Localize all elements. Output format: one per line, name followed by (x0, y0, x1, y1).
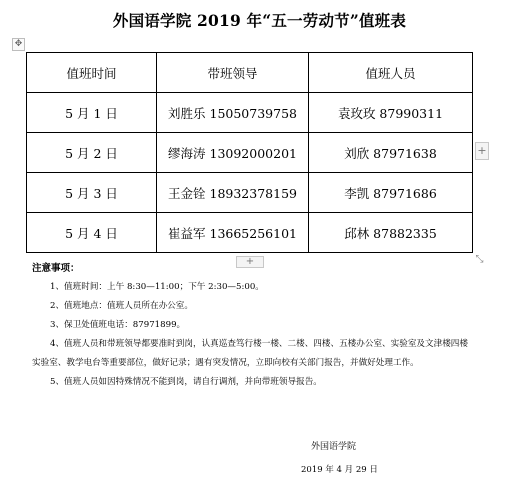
table-cell-leader[interactable]: 缪海涛 13092000201 (157, 133, 309, 173)
header-cell-time[interactable]: 值班时间 (27, 53, 157, 93)
note-item: 2、值班地点：值班人员所在办公室。 (50, 301, 193, 311)
notes-heading: 注意事项： (32, 263, 80, 274)
table-move-icon[interactable]: ✥ (12, 38, 25, 51)
notes-section (32, 259, 472, 392)
table-cell-staff[interactable]: 李凯 87971686 (309, 173, 473, 213)
note-item: 4、值班人员和带班领导都要准时到岗，认真巡查笃行楼一楼、二楼、四楼、五楼办公室、实验室及文津楼四楼实验室、教学电台等重要部位，做好记录；遇有突发情况，立即向校有关部门报告，并做好处理工作。 (32, 339, 468, 368)
table-cell-leader[interactable]: 崔益军 13665256101 (157, 213, 309, 253)
signature-org: 外国语学院 (311, 442, 357, 452)
duty-table (26, 52, 473, 253)
table-cell-staff[interactable]: 袁玫玫 87990311 (309, 93, 473, 133)
table-row (27, 93, 473, 133)
note-item: 3、保卫处值班电话：87971899。 (50, 320, 186, 330)
table-cell-staff[interactable]: 刘欣 87971638 (309, 133, 473, 173)
table-cell-date[interactable]: 5 月 3 日 (27, 173, 157, 213)
table-cell-staff[interactable]: 邱林 87882335 (309, 213, 473, 253)
add-row-button[interactable]: + (236, 256, 264, 268)
note-item: 5、值班人员如因特殊情况不能到岗，请自行调剂，并向带班领导报告。 (50, 377, 322, 387)
note-item: 1、值班时间：上午 8:30—11:00；下午 2:30—5:00。 (50, 282, 264, 292)
table-cell-date[interactable]: 5 月 1 日 (27, 93, 157, 133)
add-column-button[interactable]: + (475, 142, 489, 160)
table-resize-icon[interactable]: ⤡ (475, 254, 484, 265)
header-cell-leader[interactable]: 带班领导 (157, 53, 309, 93)
table-cell-leader[interactable]: 刘胜乐 15050739758 (157, 93, 309, 133)
table-cell-date[interactable]: 5 月 2 日 (27, 133, 157, 173)
table-header-row (27, 53, 473, 93)
table-cell-date[interactable]: 5 月 4 日 (27, 213, 157, 253)
header-cell-staff[interactable]: 值班人员 (309, 53, 473, 93)
table-cell-leader[interactable]: 王金铨 18932378159 (157, 173, 309, 213)
signature-date: 2019 年 4 月 29 日 (301, 465, 378, 475)
table-row (27, 213, 473, 253)
document-title: 外国语学院 2019 年“五一劳动节”值班表 (112, 11, 407, 30)
table-row (27, 133, 473, 173)
table-row (27, 173, 473, 213)
